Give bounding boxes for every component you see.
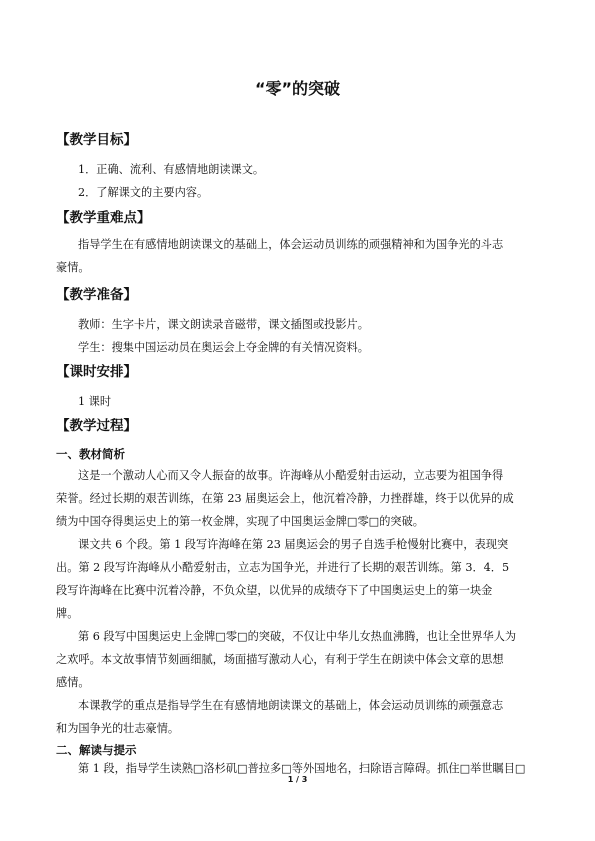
analysis-line: 之欢呼。本文故事情节刻画细腻，场面描写激动人心，有利于学生在朗读中体会文章的思想	[56, 653, 504, 666]
analysis-line: 第 6 段写中国奥运史上金牌□零□的突破，不仅让中华儿女热血沸腾，也让全世界华人为	[78, 630, 517, 643]
key-line: 指导学生在有感情地朗读课文的基础上，体会运动员训练的顽强精神和为国争光的斗志	[78, 238, 504, 251]
section-heading-process: 【教学过程】	[56, 418, 137, 434]
prep-line: 教师：生字卡片，课文朗读录音磁带，课文插图或投影片。	[78, 318, 369, 331]
analysis-line: 绩为中国夺得奥运史上的第一枚金牌，实现了中国奥运金牌□零□的突破。	[56, 515, 424, 528]
page-number: 1 / 3	[287, 775, 308, 784]
analysis-line: 和为国争光的壮志豪情。	[56, 722, 180, 735]
subheading-reading: 二、解读与提示	[56, 743, 137, 757]
section-heading-key: 【教学重难点】	[56, 210, 151, 226]
analysis-line: 感情。	[56, 676, 90, 689]
key-line: 豪情。	[56, 261, 90, 274]
analysis-line: 这是一个激动人心而又令人振奋的故事。许海峰从小酷爱射击运动，立志要为祖国争得	[78, 469, 504, 482]
analysis-line: 出。第 2 段写许海峰从小酷爱射击，立志为国争光，并进行了长期的艰苦训练。第 3．4．5	[56, 561, 510, 574]
section-heading-prep: 【教学准备】	[56, 287, 137, 303]
analysis-line: 牌。	[56, 607, 79, 620]
analysis-line: 本课教学的重点是指导学生在有感情地朗读课文的基础上，体会运动员训练的顽强意志	[78, 699, 504, 712]
subheading-analysis: 一、教材简析	[56, 447, 125, 461]
analysis-line: 荣誉。经过长期的艰苦训练，在第 23 届奥运会上，他沉着冷静，力挫群雄，终于以优异的成	[56, 492, 514, 505]
section-heading-schedule: 【课时安排】	[56, 364, 137, 380]
analysis-line: 课文共 6 个段。第 1 段写许海峰在第 23 届奥运会的男子自选手枪慢射比赛中，表现突	[78, 538, 509, 551]
reading-line: 第 1 段，指导学生读熟□洛杉矶□普拉多□等外国地名，扫除语言障碍。抓住□举世瞩目□	[78, 762, 526, 775]
prep-line: 学生：搜集中国运动员在奥运会上夺金牌的有关情况资料。	[78, 341, 369, 354]
analysis-line: 段写许海峰在比赛中沉着冷静，不负众望，以优异的成绩夺下了中国奥运史上的第一块金	[56, 584, 493, 597]
schedule-line: 1 课时	[78, 395, 112, 408]
document-title: “零”的突破	[254, 79, 341, 98]
goal-item: 2．了解课文的主要内容。	[78, 186, 209, 199]
goal-item: 1．正确、流利、有感情地朗读课文。	[78, 163, 265, 176]
section-heading-goals: 【教学目标】	[56, 132, 137, 148]
